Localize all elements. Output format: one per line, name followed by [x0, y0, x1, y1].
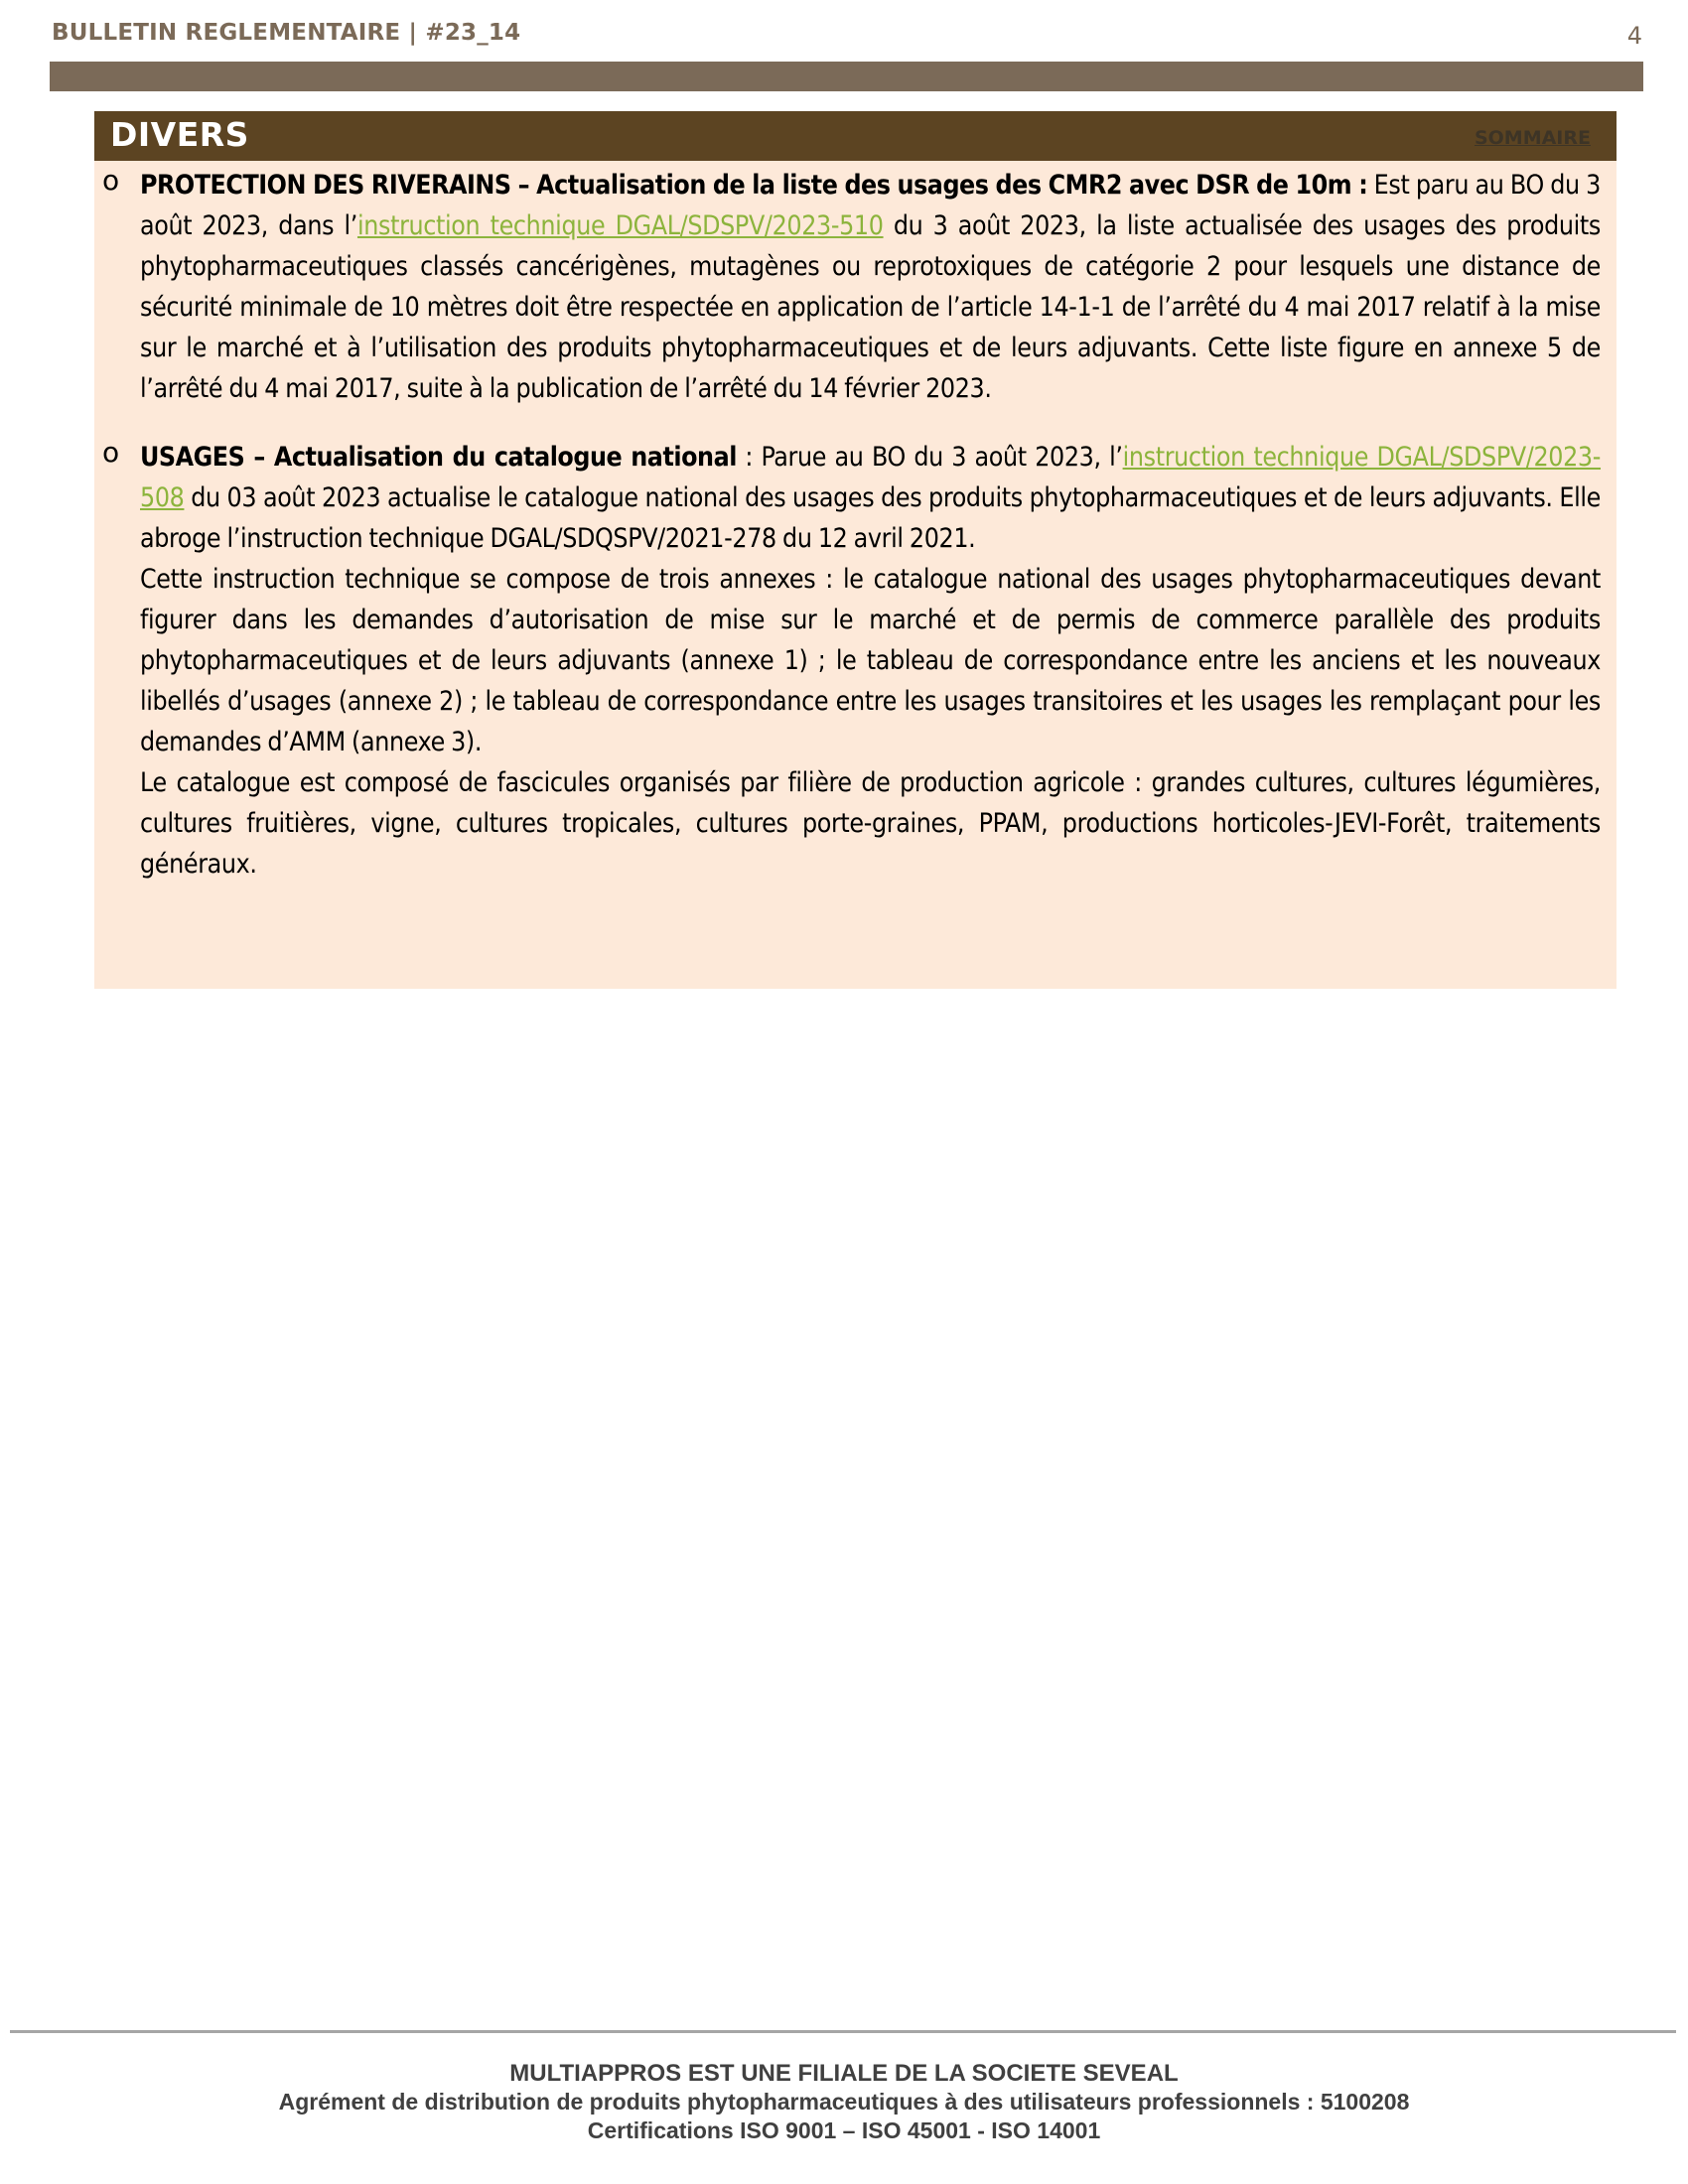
item-heading: USAGES – Actualisation du catalogue national: [140, 442, 737, 473]
item-text: : Parue au BO du 3 août 2023, l’: [736, 442, 1123, 473]
item-paragraph: [140, 437, 1601, 559]
footer-divider: [10, 2030, 1676, 2033]
item-paragraph: Cette instruction technique se compose de trois annexes : le catalogue national des usages phytopharmaceutiques devant figurer dans les demandes d’autorisation de mise sur le marché et de permis de commerce parallèle des produits phytopharmaceutiques et de leurs adjuvants (annexe 1) ; le tableau de correspondance entre les anciens et les nouveaux libellés d’usages (annexe 2) ; le tableau de correspondance entre les usages transitoires et les usages les remplaçant pour les demandes d’AMM (annexe 3).: [140, 564, 1601, 757]
footer-agrement: Agrément de distribution de produits phytopharmaceutiques à des utilisateurs professionnels : 5100208: [278, 2089, 1410, 2115]
item-text: du 03 août 2023 actualise le catalogue national des usages des produits phytopharmaceutiques et de leurs adjuvants. Elle abroge l’instruction technique DGAL/SDQSPV/2021-278 du 12 avril 2021.: [140, 482, 1601, 554]
section-title: DIVERS: [110, 115, 249, 154]
section-header: [94, 111, 1617, 161]
header-bar: [50, 62, 1643, 91]
sommaire-link[interactable]: SOMMAIRE: [1474, 127, 1591, 149]
list-item: [94, 165, 1617, 409]
item-paragraph: Le catalogue est composé de fascicules organisés par filière de production agricole : grandes cultures, cultures légumières, cultures fruitières, vigne, cultures tropicales, cultures porte-graines, PPAM, productions horticoles-JEVI-Forêt, traitements généraux.: [140, 767, 1601, 880]
bullet-icon: o: [102, 436, 120, 469]
item-text: du 3 août 2023, la liste actualisée des usages des produits phytopharmaceutiques classés cancérigènes, mutagènes ou reprotoxiques de catégorie 2 pour lesquels une distance de sécurité minimale de 10 mètres doit être respectée en application de l’article 14-1-1 de l’arrêté du 4 mai 2017 relatif à la mise sur le marché et à l’utilisation des produits phytopharmaceutiques et de leurs adjuvants. Cette liste figure en annexe 5 de l’arrêté du 4 mai 2017, suite à la publication de l’arrêté du 14 février 2023.: [140, 210, 1601, 404]
page-footer: [0, 2059, 1688, 2145]
bulletin-title: BULLETIN REGLEMENTAIRE | #23_14: [52, 20, 521, 46]
instruction-link[interactable]: instruction technique DGAL/SDSPV/2023-508: [140, 442, 1601, 513]
list-item: [94, 437, 1617, 885]
instruction-link[interactable]: instruction technique DGAL/SDSPV/2023-510: [356, 210, 884, 241]
footer-certifications: Certifications ISO 9001 – ISO 45001 - ISO 14001: [587, 2117, 1101, 2143]
item-text: Est paru au BO du 3 août 2023, dans l’: [140, 170, 1601, 241]
divers-section: [94, 111, 1617, 989]
item-paragraph: [140, 165, 1601, 409]
item-heading: PROTECTION DES RIVERAINS – Actualisation de la liste des usages des CMR2 avec DSR de 10m :: [140, 170, 1368, 201]
bullet-icon: o: [102, 164, 120, 197]
page-number: 4: [1626, 22, 1642, 50]
footer-company: MULTIAPPROS EST UNE FILIALE DE LA SOCIETE SEVEAL: [509, 2060, 1179, 2087]
